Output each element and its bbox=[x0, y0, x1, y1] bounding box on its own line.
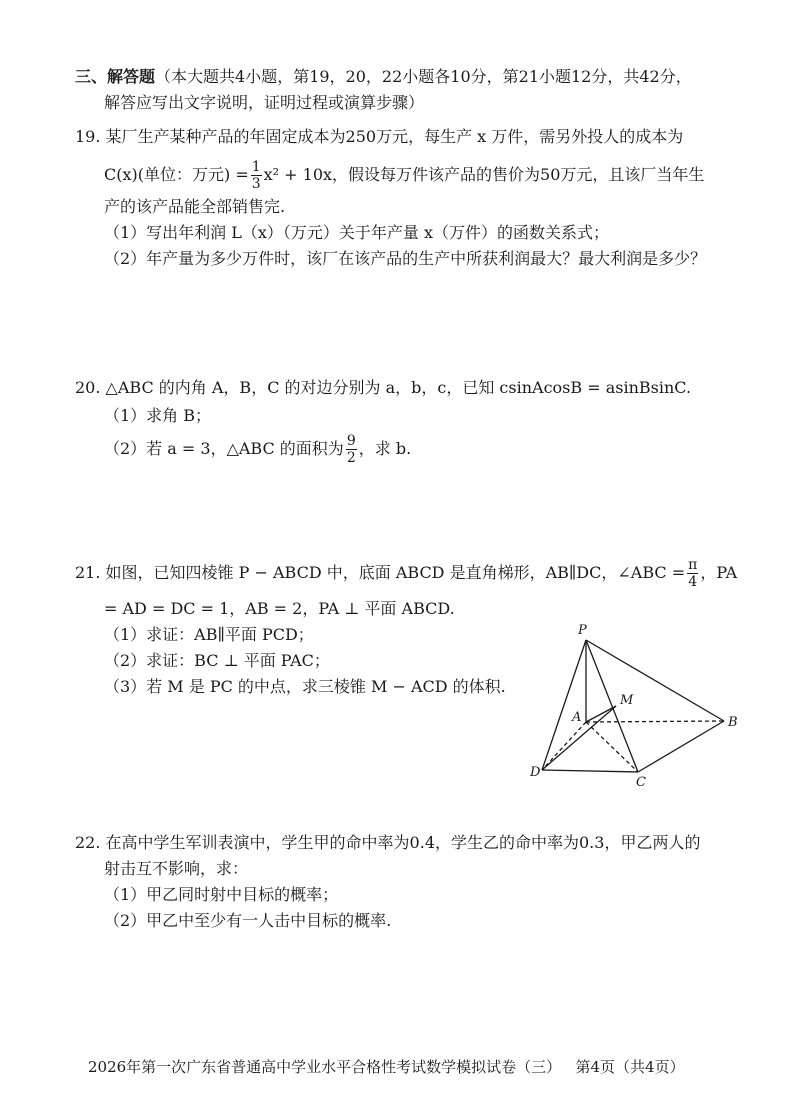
q19-line2: C(x)(单位：万元) = $\frac{1}{3}$ x² + 10x，假设每万件该产品的售价为50万元，且该厂当年生 bbox=[104, 159, 705, 192]
label-P: P bbox=[578, 623, 587, 638]
q22-part2: （2）甲乙中至少有一人击中目标的概率. bbox=[104, 911, 392, 930]
q21-part3: （3）若 M 是 PC 的中点，求三棱锥 M − ACD 的体积. bbox=[104, 677, 506, 696]
q21-number: 21. bbox=[75, 563, 101, 582]
section-heading: 三、解答题 bbox=[75, 67, 156, 86]
edge-AC-hidden bbox=[586, 722, 638, 772]
pyramid-figure bbox=[520, 620, 750, 790]
label-M: M bbox=[620, 693, 634, 708]
q19-fraction: $\frac{1}{3}$ bbox=[251, 159, 261, 192]
q19-part2: （2）年产量为多少万件时，该厂在该产品的生产中所获利润最大？最大利润是多少？ bbox=[104, 249, 707, 268]
edge-DC bbox=[542, 770, 638, 772]
q21-part1: （1）求证：AB∥平面 PCD； bbox=[104, 625, 314, 644]
label-C: C bbox=[636, 775, 646, 790]
q22-line1: 22. 在高中学生军训表演中，学生甲的命中率为0.4，学生乙的命中率为0.3，甲乙两人的 bbox=[75, 833, 701, 852]
q19-part1: （1）写出年利润 L（x）（万元）关于年产量 x（万件）的函数关系式； bbox=[104, 223, 610, 242]
q22-part1: （1）甲乙同时射中目标的概率； bbox=[104, 885, 339, 904]
edge-CB bbox=[638, 721, 724, 772]
q19-line3: 产的该产品能全部销售完. bbox=[104, 197, 286, 216]
q20-part1: （1）求角 B； bbox=[104, 406, 212, 425]
section-heading-line bbox=[75, 66, 692, 88]
section-note-line2: 解答应写出文字说明，证明过程或演算步骤） bbox=[104, 93, 425, 112]
q20-part2: （2）若 a = 3，△ABC 的面积为 $\frac{9}{2}$ ，求 b. bbox=[104, 433, 412, 466]
edge-AD-hidden bbox=[542, 722, 586, 770]
q22-number: 22. bbox=[75, 833, 101, 852]
page-footer bbox=[88, 1056, 685, 1077]
footer-page-number: 第4页（共4页） bbox=[575, 1058, 685, 1076]
q22-line2: 射击互不影响，求： bbox=[104, 859, 249, 878]
q19-number: 19. bbox=[75, 127, 101, 146]
q20-line1: 20. △ABC 的内角 A，B，C 的对边分别为 a，b，c，已知 csinAcosB = asinBsinC. bbox=[75, 378, 692, 397]
q21-line1: 21. 如图，已知四棱锥 P − ABCD 中，底面 ABCD 是直角梯形，AB∥DC，∠ABC = $\frac{\pi}{4}$ ，PA bbox=[75, 557, 738, 590]
q21-line2: = AD = DC = 1，AB = 2，PA ⊥ 平面 ABCD. bbox=[104, 599, 455, 618]
label-D: D bbox=[530, 765, 541, 780]
section-note-line1: （本大题共4小题，第19，20，22小题各10分，第21小题12分，共42分， bbox=[155, 67, 692, 86]
q21-part2: （2）求证：BC ⊥ 平面 PAC； bbox=[104, 651, 330, 670]
q19-line1: 19. 某厂生产某种产品的年固定成本为250万元，每生产 x 万件，需另外投人的成本为 bbox=[75, 127, 684, 146]
edge-PB bbox=[586, 640, 724, 721]
q20-number: 20. bbox=[75, 378, 101, 397]
edge-AB-hidden bbox=[586, 721, 724, 722]
label-A: A bbox=[572, 710, 582, 725]
q20-fraction: $\frac{9}{2}$ bbox=[346, 433, 356, 466]
q21-fraction: $\frac{\pi}{4}$ bbox=[688, 557, 698, 590]
label-B: B bbox=[728, 715, 738, 730]
footer-title: 2026年第一次广东省普通高中学业水平合格性考试数学模拟试卷（三） bbox=[88, 1058, 562, 1076]
